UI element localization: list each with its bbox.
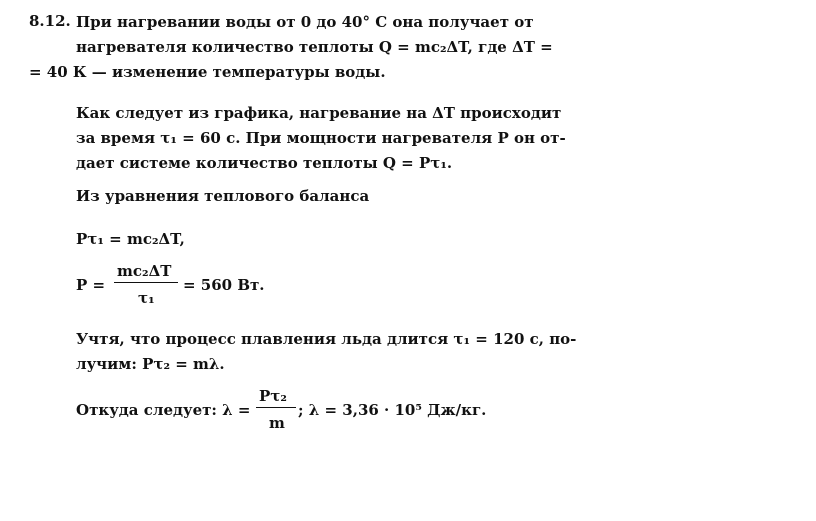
- p1-line-1: При нагревании воды от 0 до 40° С она получает от: [76, 13, 534, 31]
- p2-line-2: за время τ₁ = 60 с. При мощности нагревателя P он от-: [76, 129, 566, 147]
- eq2-rhs: = 560 Вт.: [183, 276, 265, 294]
- eq2-lhs: P =: [76, 276, 106, 294]
- eq3-numerator: Pτ₂: [259, 387, 287, 405]
- eq3-lhs: Откуда следует: λ =: [76, 401, 251, 419]
- p2-line-3: дает системе количество теплоты Q = Pτ₁.: [76, 154, 453, 172]
- eq2-fraction-bar: [114, 282, 178, 283]
- eq2-numerator: mc₂ΔT: [117, 262, 172, 280]
- eq3-fraction-bar: [256, 407, 296, 408]
- p4-line-1: Учтя, что процесс плавления льда длится τ₁ = 120 с, по-: [76, 330, 577, 348]
- eq2-denominator: τ₁: [138, 289, 155, 307]
- eq3-rhs: ; λ = 3,36 · 10⁵ Дж/кг.: [298, 401, 487, 419]
- problem-number: 8.12.: [29, 12, 71, 30]
- eq3-denominator: m: [269, 414, 285, 432]
- p1-line-2: нагревателя количество теплоты Q = mc₂ΔT, где ΔT =: [76, 38, 553, 56]
- p1-line-3: = 40 К — изменение температуры воды.: [29, 63, 386, 81]
- equation-1: Pτ₁ = mc₂ΔT,: [76, 230, 185, 248]
- p4-line-2: лучим: Pτ₂ = mλ.: [76, 355, 225, 373]
- p3-line: Из уравнения теплового баланса: [76, 187, 370, 205]
- p2-line-1: Как следует из графика, нагревание на ΔT происходит: [76, 104, 562, 122]
